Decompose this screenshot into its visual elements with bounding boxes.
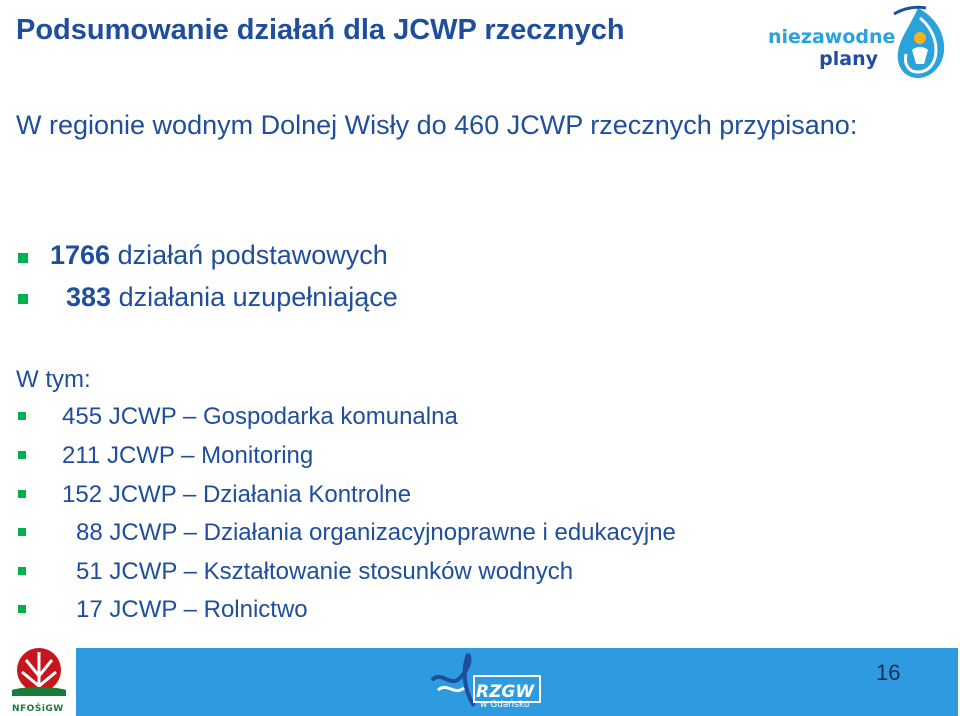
list-item-count: 152: [62, 481, 103, 508]
intro-paragraph: W regionie wodnym Dolnej Wisły do 460 JCWP rzecznych przypisano:: [16, 110, 858, 140]
list-item-number: 1766: [50, 240, 111, 270]
subheading: W tym:: [16, 366, 91, 393]
bullet-square-icon: [18, 253, 28, 263]
list-item-count: 17: [76, 596, 103, 623]
list-item-text: JCWP – Monitoring: [106, 442, 314, 469]
list-item-text: JCWP – Działania organizacyjnoprawne i edukacyjne: [109, 519, 676, 546]
bullet-square-icon: [18, 605, 26, 613]
list-item-count: 211: [62, 442, 101, 469]
water-drop-icon: [890, 4, 952, 82]
nfosigw-emblem-icon: [4, 646, 74, 704]
page-number: 16: [876, 660, 901, 685]
bullet-square-icon: [18, 412, 26, 420]
bullet-square-icon: [18, 490, 26, 498]
niezawodne-plany-logo: [762, 4, 952, 82]
footer: [0, 646, 960, 716]
list-item-text: JCWP – Kształtowanie stosunków wodnych: [109, 558, 574, 585]
slide-title: Podsumowanie działań dla JCWP rzecznych: [16, 14, 625, 46]
list-item-text: JCWP – Działania Kontrolne: [108, 481, 412, 508]
list-item-text: działania uzupełniające: [118, 282, 398, 312]
list-item-text: działań podstawowych: [117, 240, 388, 270]
bullet-square-icon: [18, 528, 26, 536]
nfosigw-logo-text: NFOŚiGW: [12, 704, 64, 714]
list-item-text: JCWP – Gospodarka komunalna: [108, 403, 458, 430]
list-item-text: JCWP – Rolnictwo: [109, 596, 308, 623]
list-item-count: 455: [62, 403, 103, 430]
nfosigw-logo: [4, 646, 74, 716]
list-item-count: 51: [76, 558, 103, 585]
bullet-square-icon: [18, 567, 26, 575]
bullet-square-icon: [18, 451, 26, 459]
logo-line1: niezawodne: [768, 26, 896, 48]
logo-line2: plany: [819, 48, 878, 70]
rzgw-logo-subtext: w Gdańsku: [480, 700, 530, 710]
bullet-square-icon: [18, 294, 28, 304]
list-item-count: 88: [76, 519, 103, 546]
rzgw-logo-text: RZGW: [476, 682, 535, 702]
list-item-number: 383: [66, 282, 112, 312]
